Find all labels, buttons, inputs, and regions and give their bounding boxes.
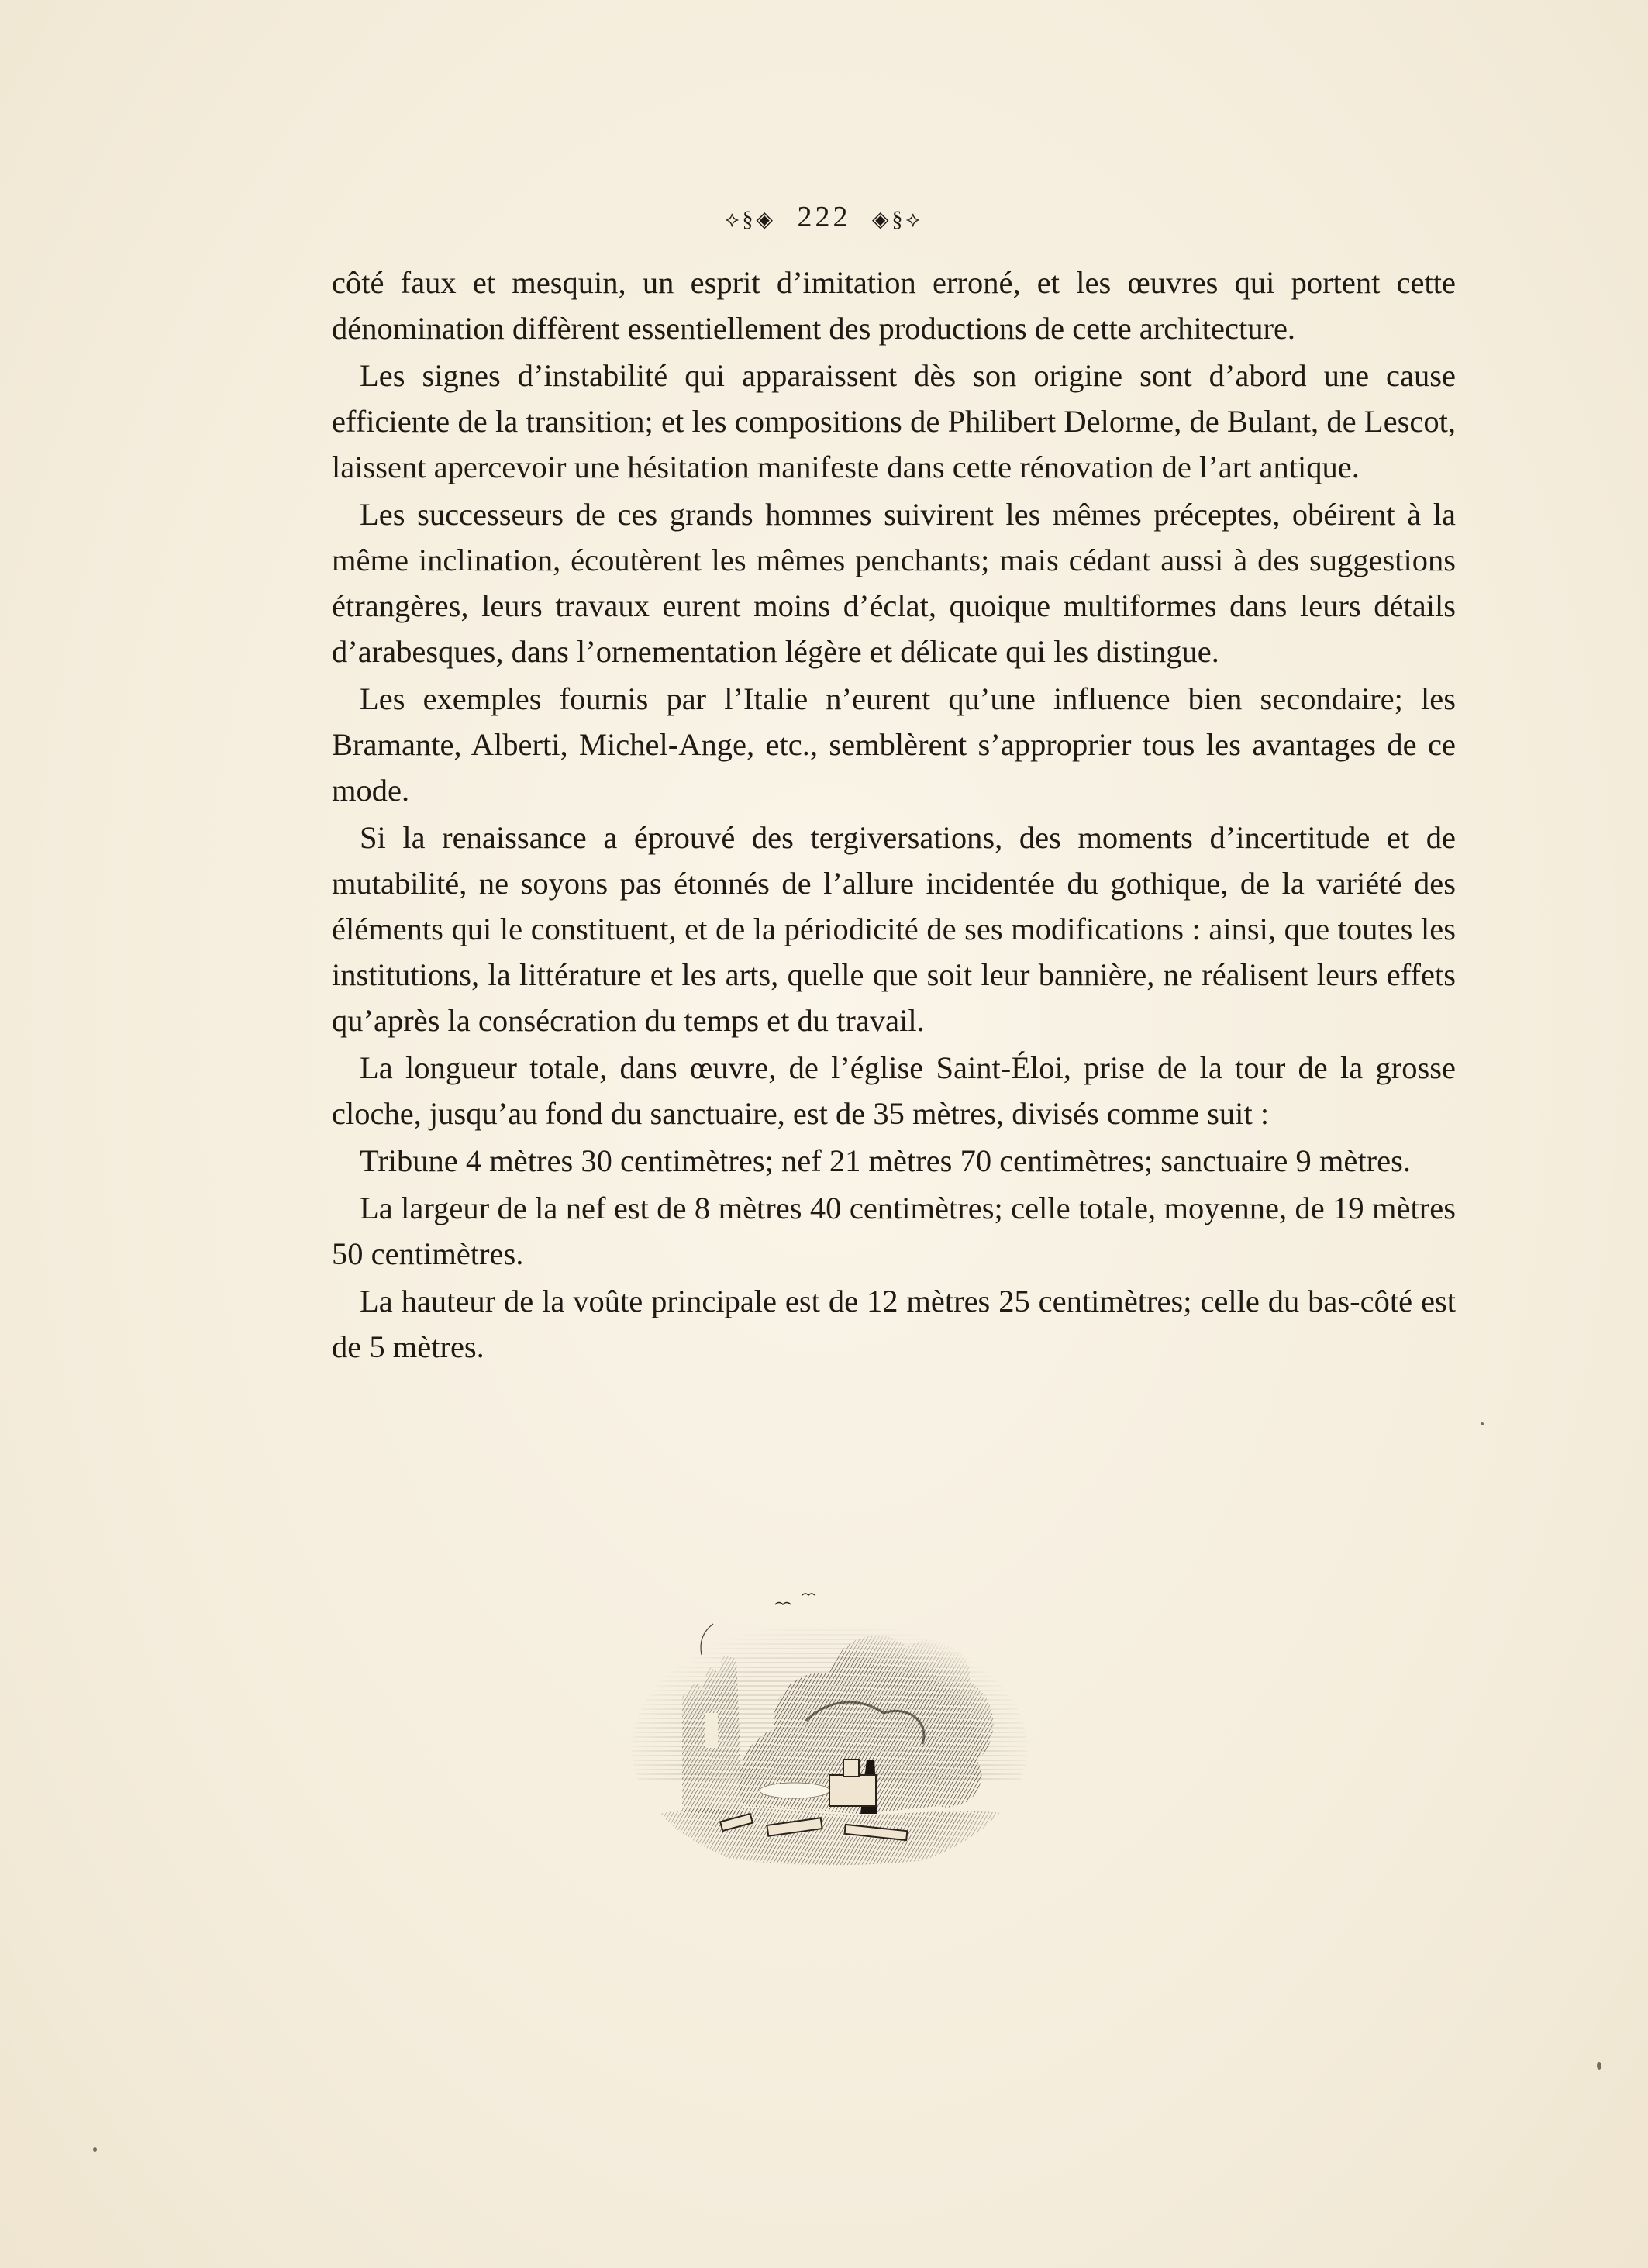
paper-speck [1481, 1422, 1484, 1425]
paragraph-text: La hauteur de la voûte principale est de 12 mètres 25 centimètres; celle du bas-côté est de 5 mètres. [332, 1284, 1456, 1364]
page-header [0, 200, 1648, 234]
paper-speck [1597, 2062, 1601, 2070]
paragraph [332, 1045, 1456, 1136]
paragraph [332, 1138, 1456, 1184]
paragraph [332, 353, 1456, 490]
paragraph [332, 815, 1456, 1043]
paragraph-text: La longueur totale, dans œuvre, de l’église Saint-Éloi, prise de la tour de la grosse cloche, jusqu’au fond du sanctuaire, est de 35 mètres, divisés comme suit : [332, 1050, 1456, 1131]
paragraph [332, 676, 1456, 813]
paragraph-text: Les successeurs de ces grands hommes suivirent les mêmes préceptes, obéirent à la même inclination, écoutèrent les mêmes penchants; mais cédant aussi à des suggestions étrangères, leurs travaux eurent moins d’éclat, quoique multiformes dans leurs détails d’arabesques, dans l’ornementation légère et délicate qui les distingue. [332, 497, 1456, 669]
ornament-left-icon: ⟡§◈ [724, 208, 776, 233]
page-number: 222 [797, 201, 851, 233]
paragraph [332, 491, 1456, 674]
paper-speck [93, 2147, 97, 2152]
paragraph-text: Si la renaissance a éprouvé des tergiversations, des moments d’incertitude et de mutabilité, ne soyons pas étonnés de l’allure incidentée du gothique, de la variété des éléments qui le constituent, et de la périodicité de ses modifications : ainsi, que toutes les institutions, la littérature et les arts, quelle que soit leur bannière, ne réalisent leurs effets qu’après la consécration du temps et du travail. [332, 820, 1456, 1038]
paragraph-text: côté faux et mesquin, un esprit d’imitation erroné, et les œuvres qui portent cette dénomination diffèrent essentiellement des productions de cette architecture. [332, 265, 1456, 346]
paragraph-text: Les signes d’instabilité qui apparaissent dès son origine sont d’abord une cause efficiente de la transition; et les compositions de Philibert Delorme, de Bulant, de Lescot, laissent apercevoir une hésitation manifeste dans cette rénovation de l’art antique. [332, 358, 1456, 484]
paragraph [332, 1278, 1456, 1370]
paragraph [332, 1185, 1456, 1277]
paragraph-text: Les exemples fournis par l’Italie n’eurent qu’une influence bien secondaire; les Bramante, Alberti, Michel-Ange, etc., semblèrent s’approprier tous les avantages de ce mode. [332, 681, 1456, 808]
ornament-right-icon: ◈§⟡ [872, 208, 924, 233]
ruins-and-trees-engraving-icon [628, 1581, 1031, 1876]
paragraph-text: Tribune 4 mètres 30 centimètres; nef 21 mètres 70 centimètres; sanctuaire 9 mètres. [360, 1143, 1411, 1178]
paragraph [332, 260, 1456, 351]
body-text [332, 260, 1456, 1371]
paragraph-text: La largeur de la nef est de 8 mètres 40 centimètres; celle totale, moyenne, de 19 mètres 50 centimètres. [332, 1191, 1456, 1271]
